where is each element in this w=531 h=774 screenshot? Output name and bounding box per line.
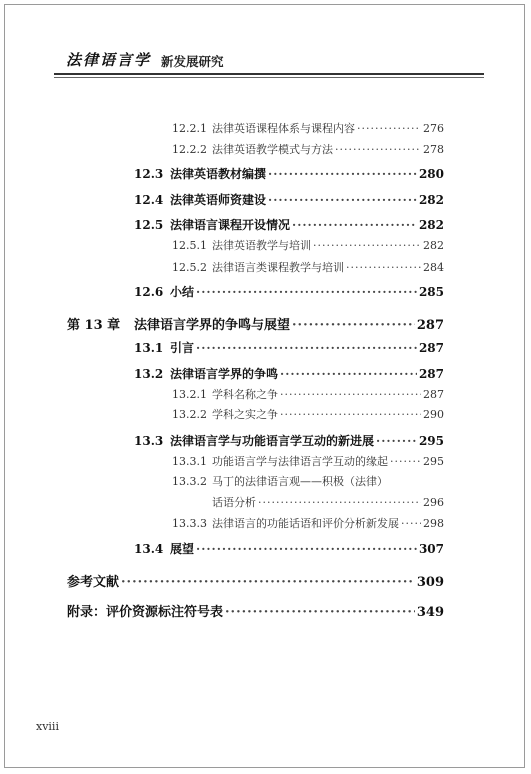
toc-page: 295 <box>423 455 444 468</box>
toc-page: 309 <box>416 575 444 590</box>
toc-leader <box>376 434 417 448</box>
toc-page: 290 <box>423 408 444 421</box>
toc-number: 12.5.1 <box>172 239 207 252</box>
toc-entry[interactable] <box>134 283 444 300</box>
toc-title: 法律语言学界的争鸣 <box>170 367 279 381</box>
toc-number: 12.2.1 <box>172 122 207 135</box>
toc-leader <box>357 122 421 135</box>
toc-leader <box>196 542 417 556</box>
toc-entry[interactable] <box>134 165 444 182</box>
toc-entry[interactable] <box>172 515 444 531</box>
toc-entry[interactable] <box>134 216 444 233</box>
toc-leader <box>401 517 421 530</box>
toc-number: 13.3.3 <box>172 517 207 530</box>
toc-title: 法律英语师资建设 <box>170 193 267 207</box>
toc-title: 法律英语教学模式与方法 <box>212 143 333 156</box>
toc-number: 13.4 <box>134 542 164 556</box>
toc-leader <box>268 193 417 207</box>
toc-entry[interactable] <box>134 365 444 382</box>
toc-entry[interactable] <box>172 473 444 489</box>
toc-references-entry[interactable] <box>67 571 444 590</box>
header-rule <box>54 73 484 75</box>
toc-entry[interactable] <box>134 191 444 208</box>
toc-number: 12.3 <box>134 167 164 181</box>
toc-entry[interactable] <box>172 453 444 469</box>
toc-title: 法律英语教学与培训 <box>212 239 311 252</box>
page-number: xviii <box>36 720 59 733</box>
toc-title: 法律英语教材编撰 <box>170 167 267 181</box>
toc-page: 287 <box>423 388 444 401</box>
toc-title: 法律语言学与功能语言学互动的新进展 <box>170 434 375 448</box>
toc-number: 12.5.2 <box>172 261 207 274</box>
toc-page: 282 <box>418 193 444 207</box>
toc-title: 功能语言学与法律语言学互动的缘起 <box>212 455 388 468</box>
toc-number: 13.2.2 <box>172 408 207 421</box>
toc-chapter-number: 第 13 章 <box>67 318 121 333</box>
toc-leader <box>268 167 417 181</box>
header-rule-thin <box>54 77 484 78</box>
toc-title: 马丁的法律语言观——积极（法律） <box>212 475 388 488</box>
toc-leader <box>196 285 417 299</box>
toc-page: 285 <box>418 285 444 299</box>
toc-number: 12.6 <box>134 285 164 299</box>
toc-number: 13.3.1 <box>172 455 207 468</box>
toc-page: 282 <box>418 218 444 232</box>
toc-leader <box>313 239 421 252</box>
toc-leader <box>390 455 421 468</box>
toc-entry[interactable] <box>172 237 444 253</box>
toc-page: 280 <box>418 167 444 181</box>
toc-leader <box>196 341 417 355</box>
toc-leader <box>335 143 421 156</box>
toc-title: 学科名称之争 <box>212 388 278 401</box>
toc-entry[interactable] <box>134 540 444 557</box>
toc-page: 349 <box>416 605 444 620</box>
toc-entry[interactable] <box>134 339 444 356</box>
toc-title: 小结 <box>170 285 195 299</box>
toc-page: 278 <box>423 143 444 156</box>
toc-leader <box>280 408 421 421</box>
toc-title: 法律语言课程开设情况 <box>170 218 291 232</box>
toc-leader <box>280 388 421 401</box>
toc-number: 13.2.1 <box>172 388 207 401</box>
toc-title: 法律英语课程体系与课程内容 <box>212 122 355 135</box>
toc-title: 参考文献 <box>67 575 120 590</box>
toc-page: 295 <box>418 434 444 448</box>
toc-number: 13.3 <box>134 434 164 448</box>
toc-page: 307 <box>418 542 444 556</box>
toc-page: 282 <box>423 239 444 252</box>
toc-title: 法律语言学界的争鸣与展望 <box>134 318 291 333</box>
toc-entry[interactable] <box>172 259 444 275</box>
toc-leader <box>292 318 415 333</box>
toc-entry[interactable] <box>172 406 444 422</box>
toc-leader <box>292 218 417 232</box>
toc-page: 287 <box>418 367 444 381</box>
toc-leader <box>258 496 421 509</box>
toc-entry[interactable] <box>172 141 444 157</box>
toc-entry-continuation[interactable] <box>212 494 444 510</box>
toc-page: 276 <box>423 122 444 135</box>
toc-page: 298 <box>423 517 444 530</box>
toc-title: 展望 <box>170 542 195 556</box>
toc-page: 287 <box>418 341 444 355</box>
toc-number: 13.3.2 <box>172 475 207 488</box>
book-subtitle: 新发展研究 <box>161 54 224 69</box>
toc-chapter-entry[interactable] <box>67 314 444 333</box>
toc-number: 13.1 <box>134 341 164 355</box>
running-header <box>66 50 224 70</box>
toc-title: 附录：评价资源标注符号表 <box>67 605 224 620</box>
toc-title: 学科之实之争 <box>212 408 278 421</box>
toc-leader <box>121 575 415 590</box>
toc-title: 法律语言类课程教学与培训 <box>212 261 344 274</box>
toc-number: 12.4 <box>134 193 164 207</box>
toc-page: 287 <box>416 318 444 333</box>
toc-number: 12.2.2 <box>172 143 207 156</box>
toc-page: 296 <box>423 496 444 509</box>
book-title: 法律语言学 <box>66 51 152 69</box>
toc-page: 284 <box>423 261 444 274</box>
toc-title-continuation: 话语分析 <box>212 496 256 509</box>
toc-number: 13.2 <box>134 367 164 381</box>
toc-entry[interactable] <box>172 386 444 402</box>
toc-entry[interactable] <box>172 120 444 136</box>
toc-appendix-entry[interactable] <box>67 601 444 620</box>
toc-title: 引言 <box>170 341 195 355</box>
toc-leader <box>280 367 417 381</box>
toc-entry[interactable] <box>134 432 444 449</box>
toc-number: 12.5 <box>134 218 164 232</box>
toc-leader <box>346 261 421 274</box>
toc-title: 法律语言的功能话语和评价分析新发展 <box>212 517 399 530</box>
toc-leader <box>225 605 415 620</box>
